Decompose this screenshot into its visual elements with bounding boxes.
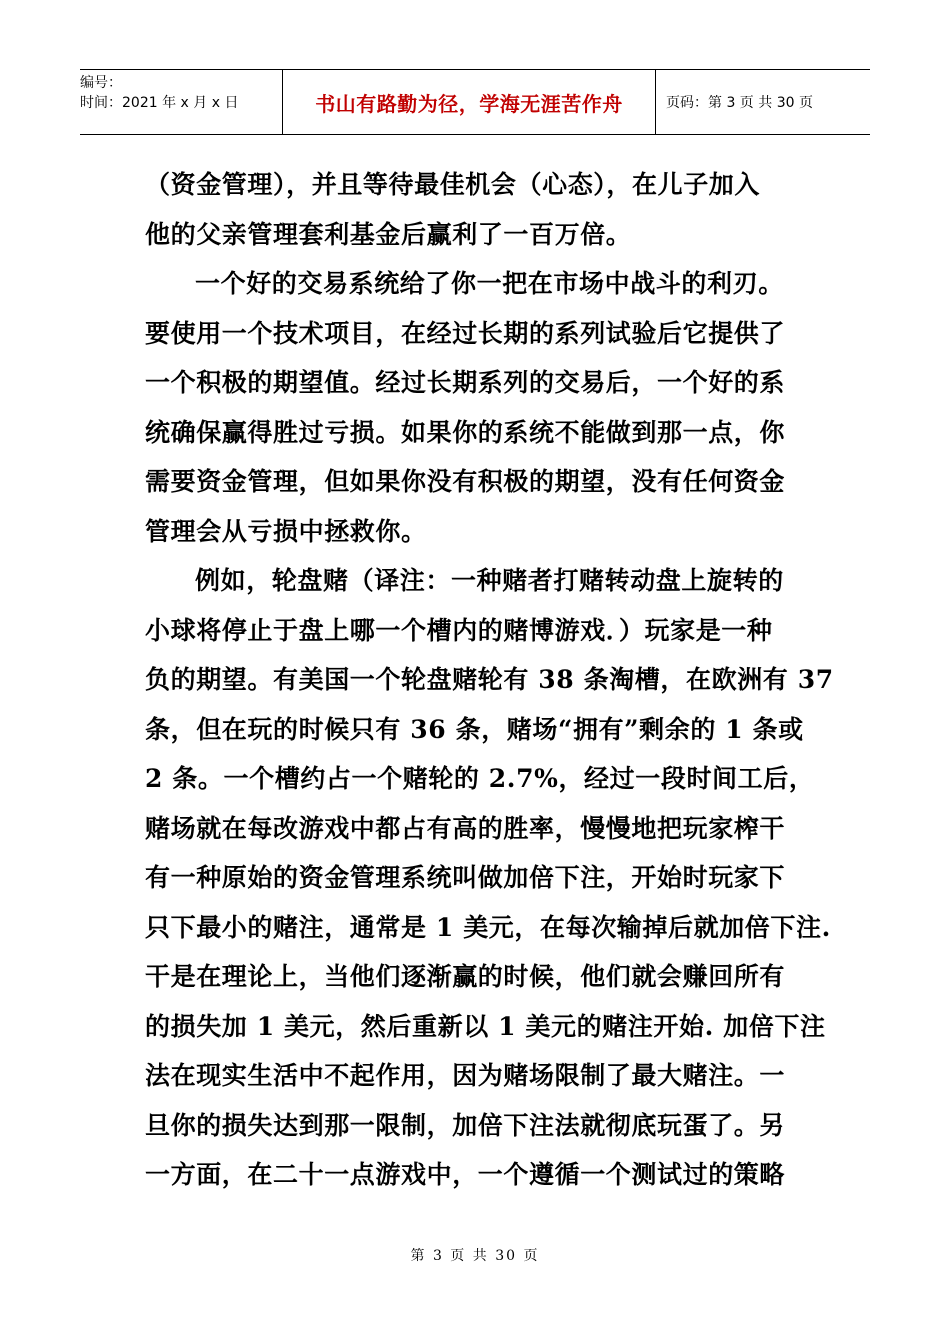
body-line: 有一种原始的资金管理系统叫做加倍下注，开始时玩家下 (145, 863, 786, 892)
body-line: 他的父亲管理套利基金后赢利了一百万倍。 (145, 219, 632, 249)
body-line: （资金管理），并且等待最佳机会（心态），在儿子加入 (145, 170, 761, 199)
body-text (145, 160, 834, 1200)
body-line: 小球将停止于盘上哪一个槽内的赌博游戏．）玩家是一种 (145, 615, 773, 645)
body-line: 管理会从亏损中拯救你。 (145, 516, 427, 546)
page-footer: 第 3 页 共 30 页 (410, 1248, 540, 1264)
header-motto: 书山有路勤为径，学海无涯苦作舟 (283, 70, 656, 134)
body-line: 条，但在玩的时候只有 36 条，赌场“拥有”剩余的 1 条或 (145, 714, 804, 744)
body-line: 例如，轮盘赌（译注：一种赌者打赌转动盘上旋转的 (195, 566, 784, 595)
body-line: 2 条。一个槽约占一个赌轮的 2.7%，经过一段时间工后， (145, 764, 815, 793)
body-line: 一个积极的期望值。经过长期系列的交易后，一个好的系 (145, 368, 786, 397)
body-line: 法在现实生活中不起作用，因为赌场限制了最大赌注。一 (145, 1061, 786, 1090)
body-line: 统确保赢得胜过亏损。如果你的系统不能做到那一点，你 (145, 417, 786, 447)
body-line: 要使用一个技术项目，在经过长期的系列试验后它提供了 (145, 318, 786, 348)
header-meta (80, 70, 283, 134)
page-header (80, 69, 870, 135)
body-line: 干是在理论上，当他们逐渐赢的时候，他们就会赚回所有 (145, 962, 786, 991)
body-line: 只下最小的赌注，通常是 1 美元，在每次输掉后就加倍下注. (145, 912, 831, 942)
body-line: 赌场就在每改游戏中都占有高的胜率，慢慢地把玩家榨干 (145, 813, 786, 843)
header-date-label: 时间：2021 年 x 月 x 日 (80, 95, 239, 111)
header-page-info: 页码：第 3 页 共 30 页 (666, 95, 813, 111)
header-number-label: 编号： (80, 75, 122, 91)
body-line: 负的期望。有美国一个轮盘赌轮有 38 条淘槽，在欧洲有 37 (145, 665, 834, 694)
body-line: 需要资金管理，但如果你没有积极的期望，没有任何资金 (145, 467, 786, 496)
body-line: 一方面，在二十一点游戏中，一个遵循一个测试过的策略 (145, 1160, 786, 1189)
body-line: 的损失加 1 美元，然后重新以 1 美元的赌注开始. 加倍下注 (145, 1011, 826, 1041)
body-line: 一个好的交易系统给了你一把在市场中战斗的利刃。 (195, 269, 784, 298)
body-line: 旦你的损失达到那一限制，加倍下注法就彻底玩蛋了。另 (145, 1110, 786, 1140)
